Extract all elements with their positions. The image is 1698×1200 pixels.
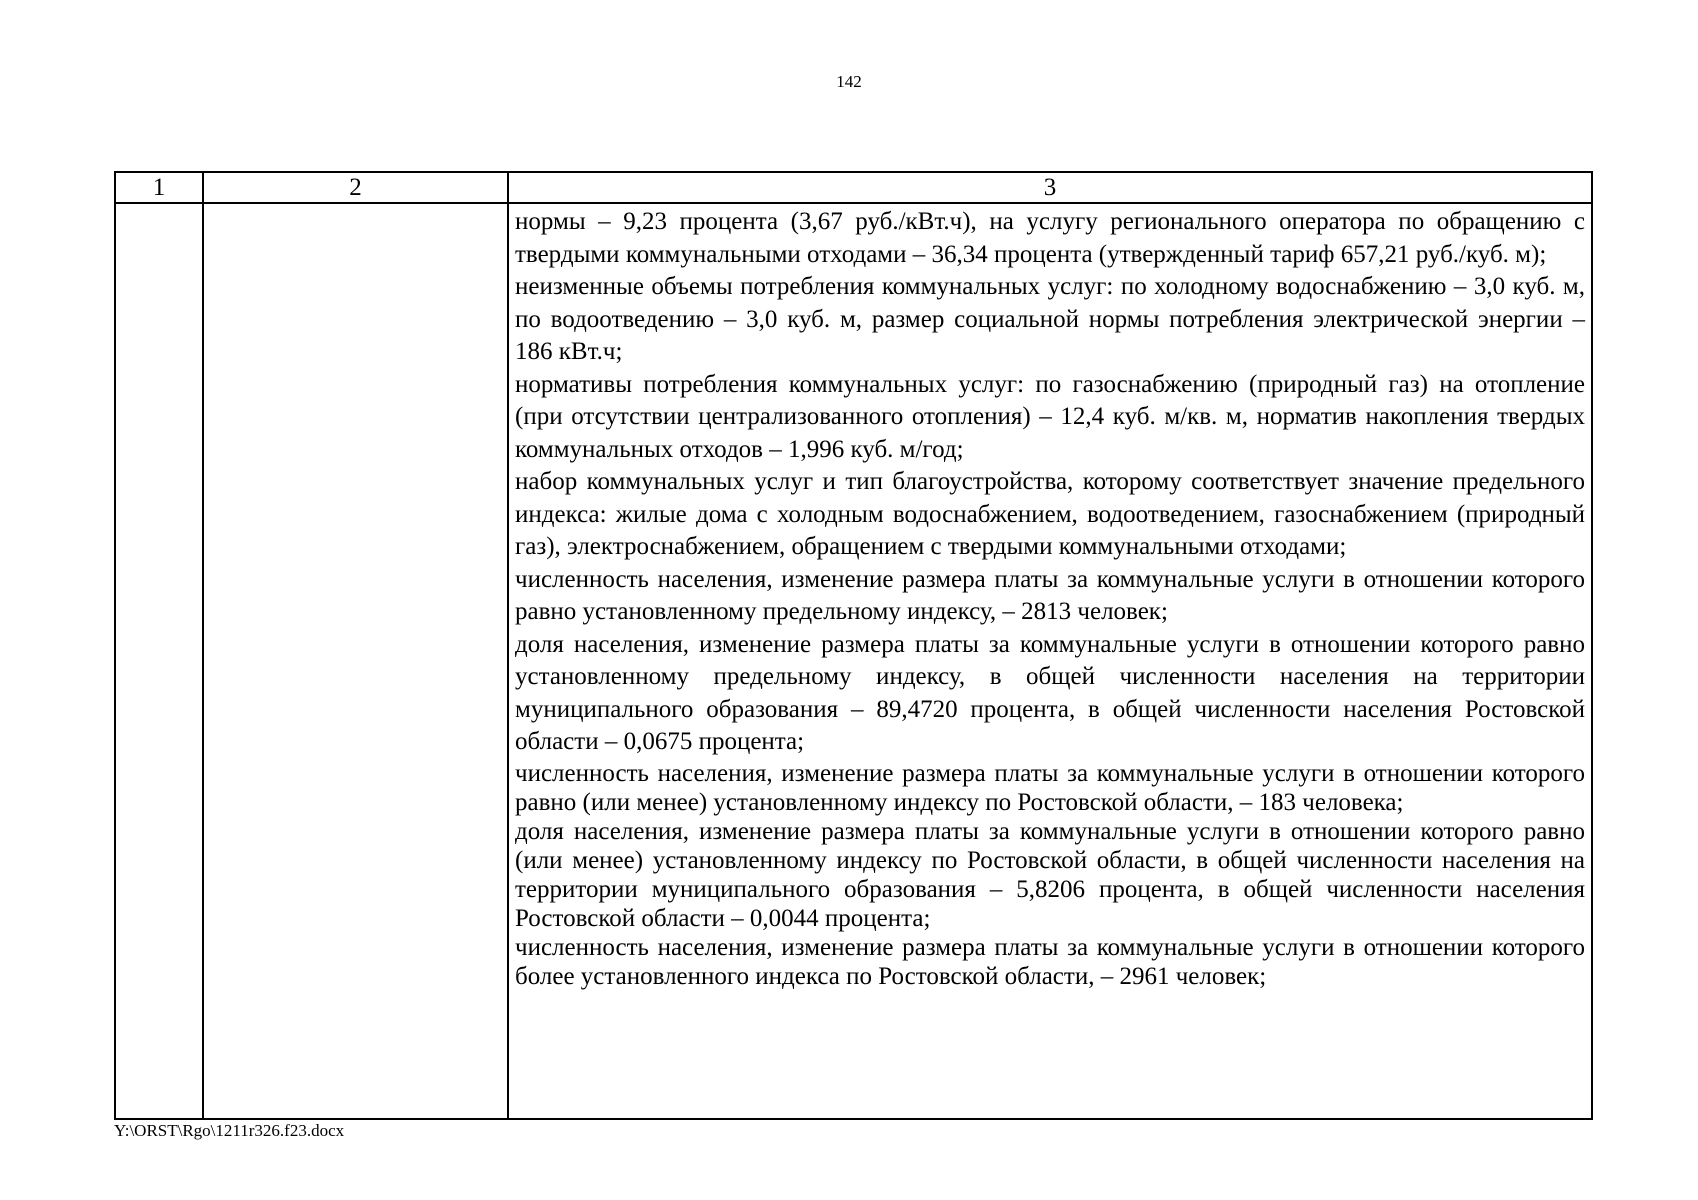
file-path-footer: Y:\ORST\Rgo\1211r326.f23.docx [114, 1121, 345, 1140]
content-cell [508, 203, 1592, 1119]
paragraph-3: нормативы потребления коммунальных услуг: по газоснабжению (природный газ) на отопление (при отсутствии централизованного отопления) – 12,4 куб. м/кв. м, норматив накопления твердых коммунальных отходов – 1,996 куб. м/год; [515, 370, 1585, 463]
paragraph-1: нормы – 9,23 процента (3,67 руб./кВт.ч), на услугу регионального оператора по обращению с твердыми коммунальными отходами – 36,34 процента (утвержденный тариф 657,21 руб./куб. м); [515, 208, 1585, 268]
empty-cell-col2 [203, 203, 508, 1119]
empty-cell-col1 [115, 203, 203, 1119]
paragraph-2: неизменные объемы потребления коммунальных услуг: по холодному водоснабжению – 3,0 куб. м, по водоотведению – 3,0 куб. м, размер социальной нормы потребления электрической энергии – 186 кВт.ч; [515, 273, 1585, 365]
paragraph-8: доля населения, изменение размера платы за коммунальные услуги в отношении которого равно (или менее) установленному индексу по Ростовской области, в общей численности населения на территории муниципального образования – 5,8206 процента, в общей численности населения Ростовской области – 0,0044 процента; [515, 817, 1585, 932]
data-table [114, 171, 1593, 1120]
table-row [115, 203, 1592, 1119]
paragraph-9: численность населения, изменение размера платы за коммунальные услуги в отношении которого более установленного индекса по Ростовской области, – 2961 человек; [515, 933, 1585, 990]
column-header-1: 1 [115, 172, 203, 203]
paragraph-7: численность населения, изменение размера платы за коммунальные услуги в отношении которого равно (или менее) установленному индексу по Ростовской области, – 183 человека; [515, 759, 1585, 816]
paragraph-5: численность населения, изменение размера платы за коммунальные услуги в отношении которого равно установленному предельному индексу, – 2813 человек; [515, 565, 1585, 625]
column-header-3: 3 [508, 172, 1592, 203]
table-header-row [115, 172, 1592, 203]
column-header-2: 2 [203, 172, 508, 203]
paragraph-6: доля населения, изменение размера платы за коммунальные услуги в отношении которого равно установленному предельному индексу, в общей численности населения на территории муниципального образования – 89,4720 процента, в общей численности населения Ростовской области – 0,0675 процента; [515, 630, 1585, 755]
paragraph-4: набор коммунальных услуг и тип благоустройства, которому соответствует значение предельного индекса: жилые дома с холодным водоснабжением, водоотведением, газоснабжением (природный газ), электроснабжением, обращением с твердыми коммунальными отходами; [515, 468, 1585, 560]
page-number: 142 [836, 72, 862, 91]
